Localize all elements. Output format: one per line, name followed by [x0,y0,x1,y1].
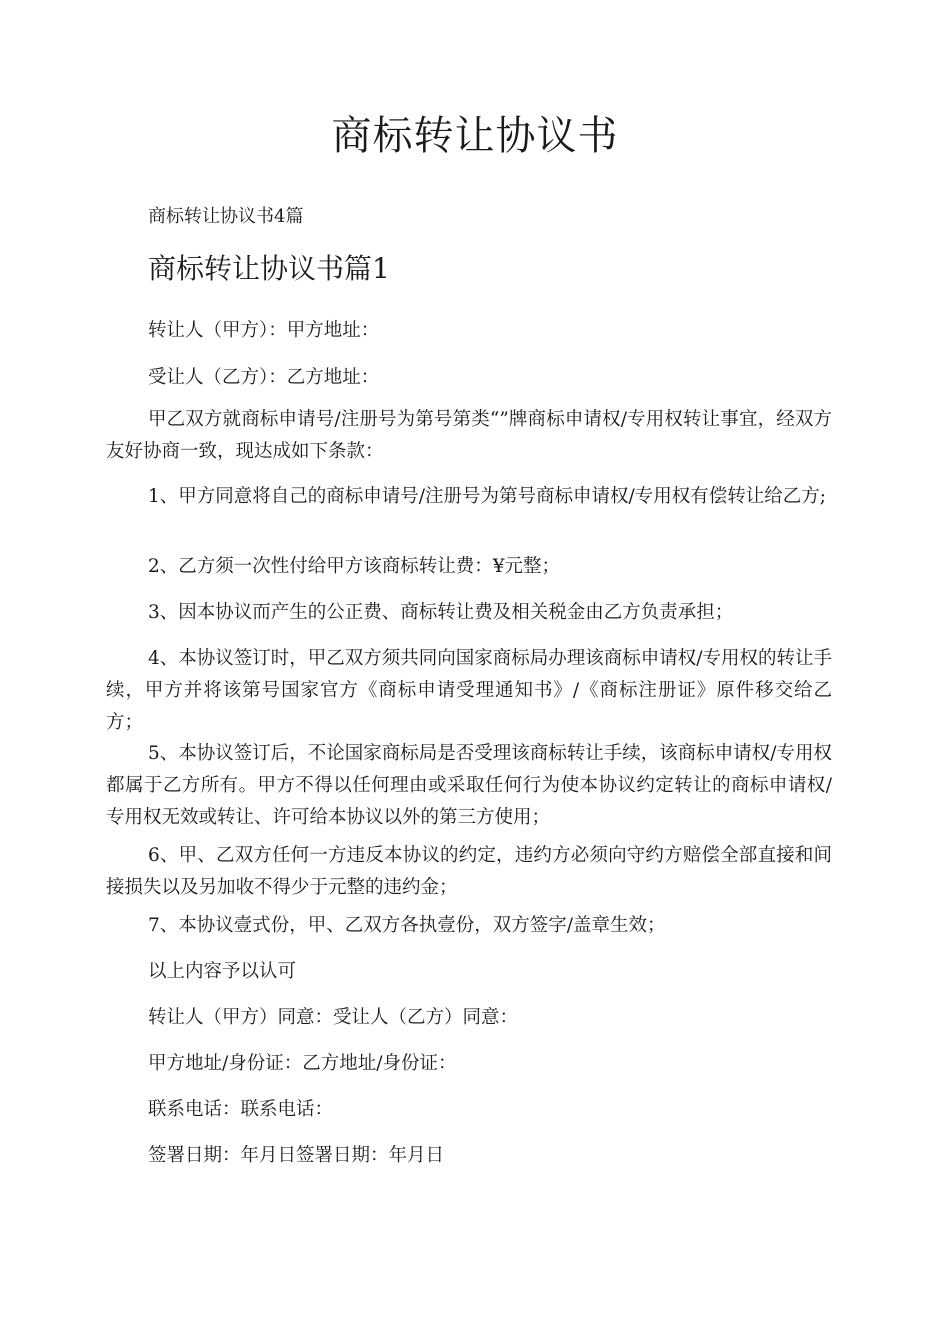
clause-5: 5、本协议签订后，不论国家商标局是否受理该商标转让手续，该商标申请权/专用权都属于乙方所有。甲方不得以任何理由或采取任何行为使本协议约定转让的商标申请权/专用权无效或转让、许可给本协议以外的第三方使用； [106,743,833,828]
signature-consent-line: 转让人（甲方）同意：受让人（乙方）同意： [148,1007,519,1028]
paragraph-transferee: 受让人（乙方）：乙方地址： [148,367,380,388]
document-title: 商标转让协议书 [331,113,619,159]
signature-address-line: 甲方地址/身份证：乙方地址/身份证： [148,1053,457,1074]
clause-4: 4、本协议签订时，甲乙双方须共同向国家商标局办理该商标申请权/专用权的转让手续，甲方并将该第号国家官方《商标申请受理通知书》/《商标注册证》原件移交给乙方； [106,648,833,733]
paragraph-acknowledgement: 以上内容予以认可 [148,961,297,982]
signature-phone-line: 联系电话：联系电话： [148,1099,334,1120]
clause-7: 7、本协议壹式份，甲、乙双方各执壹份，双方签字/盖章生效； [148,915,666,936]
clause-2: 2、乙方须一次性付给甲方该商标转让费：¥元整； [148,556,561,577]
clause-3: 3、因本协议而产生的公正费、商标转让费及相关税金由乙方负责承担； [148,602,734,623]
document-subtitle: 商标转让协议书4篇 [148,206,304,227]
clause-1: 1、甲方同意将自己的商标申请号/注册号为第号商标申请权/专用权有偿转让给乙方; [148,486,826,507]
paragraph-transferor: 转让人（甲方）：甲方地址： [148,320,380,341]
signature-date-line: 签署日期：年月日签署日期：年月日 [148,1145,445,1166]
paragraph-preamble: 甲乙双方就商标申请号/注册号为第号第类“”牌商标申请权/专用权转让事宜，经双方友好协商一致，现达成如下条款： [106,409,832,462]
section-title: 商标转让协议书篇1 [148,252,390,285]
clause-6: 6、甲、乙双方任何一方违反本协议的约定，违约方必须向守约方赔偿全部直接和间接损失以及另加收不得少于元整的违约金； [106,845,832,898]
